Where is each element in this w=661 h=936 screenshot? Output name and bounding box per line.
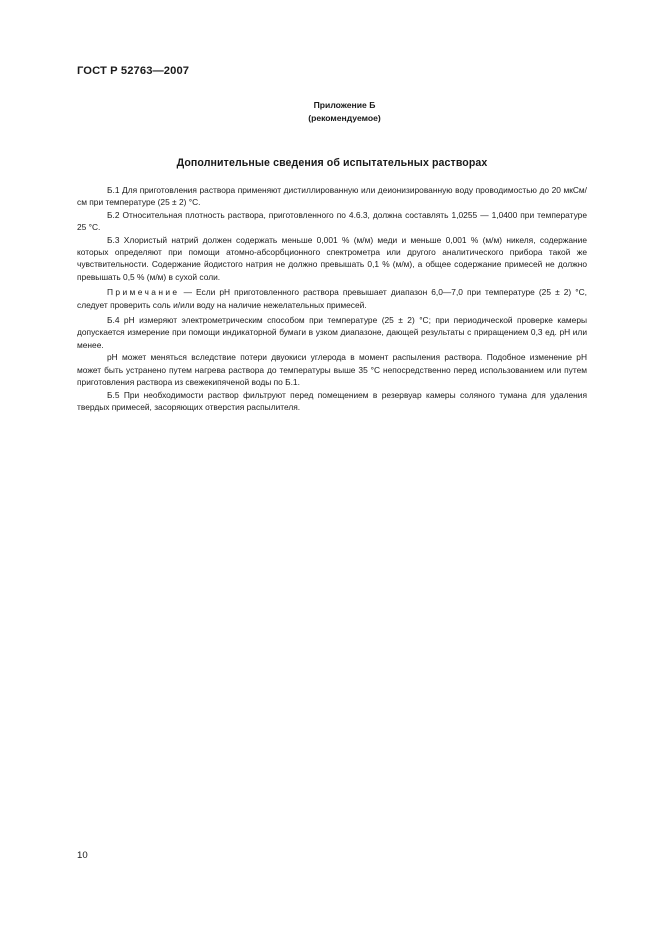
paragraph-b4: Б.4 рН измеряют электрометрическим способом при температуре (25 ± 2) °С; при периодической проверке камеры допускается измерение при помощи индикаторной бумаги в узком диапазоне, дающей результаты с приращением 0,3 ед. рН или менее. xyxy=(77,315,587,350)
paragraph-b1: Б.1 Для приготовления раствора применяют дистиллированную или деионизированную воду проводимостью до 20 мкСм/см при температуре (25 ± 2) °С. xyxy=(77,185,587,208)
standard-header: ГОСТ Р 52763—2007 xyxy=(77,65,190,77)
paragraph-b3: Б.3 Хлористый натрий должен содержать меньше 0,001 % (м/м) меди и меньше 0,001 % (м/м) никеля, содержание которых определяют при помощи атомно-абсорбционного спектрометра или другого аналитического прибора такой же чувствительности. Содержание йодистого натрия не должно превышать 0,1 % (м/м), а общее содержание примесей не должно превышать 0,5 % (м/м) в сухой соли. xyxy=(77,234,587,282)
appendix-heading xyxy=(0,99,661,124)
section-title: Дополнительные сведения об испытательных растворах xyxy=(176,157,488,169)
note-text: — Если рН приготовленного раствора превышает диапазон 6,0—7,0 при температуре (25 ± 2) °С, следует проверить соль и/или воду на наличие нежелательных примесей. xyxy=(77,287,588,310)
paragraph-b5: Б.5 При необходимости раствор фильтруют перед помещением в резервуар камеры соляного тумана для удаления твердых примесей, засоряющих отверстия распылителя. xyxy=(77,389,587,412)
page-number: 10 xyxy=(77,850,88,861)
paragraph-b2: Б.2 Относительная плотность раствора, приготовленного по 4.6.3, должна составлять 1,0255 — 1,0400 при температуре 25 °С. xyxy=(77,209,587,233)
appendix-label: Приложение Б xyxy=(313,100,376,110)
note-label: Примечание xyxy=(107,287,180,298)
paragraph-b4-continued: рН может меняться вследствие потери двуокиси углерода в момент распыления раствора. Подобное изменение рН может быть устранено путем нагрева раствора до температуры выше 35 °С непосредственно перед использованием или путем приготовления раствора из свежекипяченой воды по Б.1. xyxy=(77,352,587,388)
appendix-status: (рекомендуемое) xyxy=(308,112,381,123)
body-text xyxy=(77,184,587,413)
note-paragraph xyxy=(77,286,587,311)
